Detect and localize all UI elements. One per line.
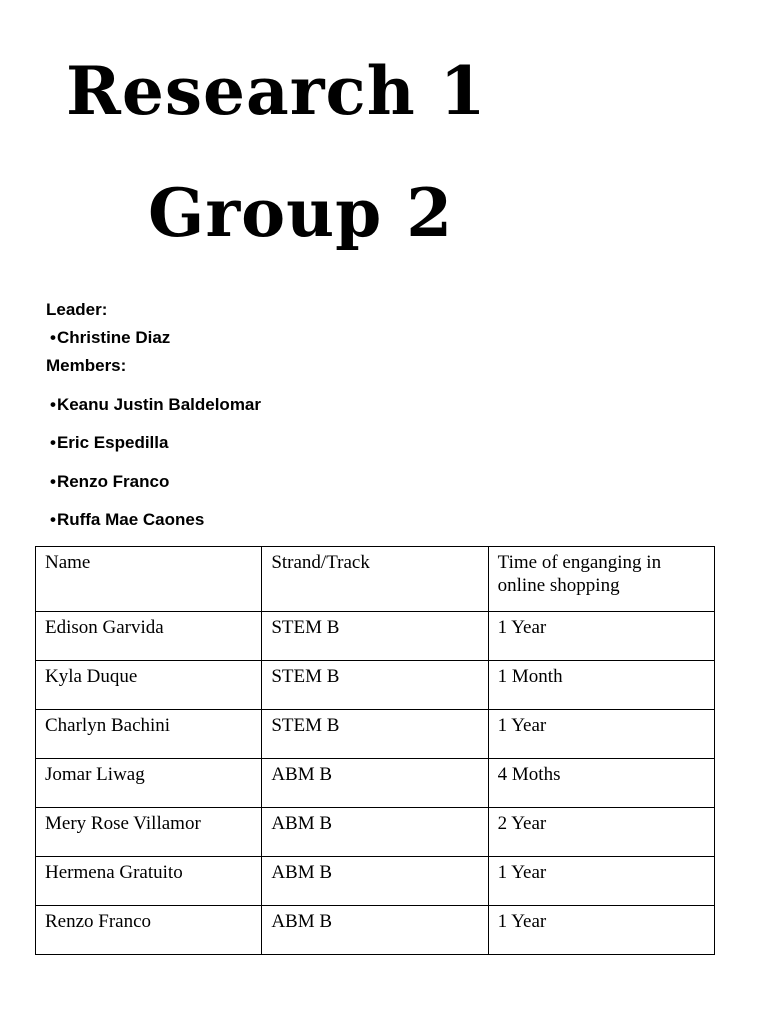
- cell-time: 1 Month: [488, 661, 714, 710]
- member-item: [50, 472, 169, 492]
- cell-name: Renzo Franco: [36, 906, 262, 955]
- table-row: [36, 612, 715, 661]
- cell-name: Mery Rose Villamor: [36, 808, 262, 857]
- cell-name: Kyla Duque: [36, 661, 262, 710]
- bullet-icon: •: [50, 433, 56, 452]
- member-name: Eric Espedilla: [56, 433, 169, 452]
- leader-label: Leader:: [46, 300, 108, 319]
- cell-strand: STEM B: [262, 710, 488, 759]
- cell-name: Charlyn Bachini: [36, 710, 262, 759]
- cell-strand: STEM B: [262, 661, 488, 710]
- cell-name: Jomar Liwag: [36, 759, 262, 808]
- respondents-table: [35, 546, 715, 955]
- member-name: Ruffa Mae Caones: [56, 510, 205, 529]
- page-title: Research 1: [66, 52, 487, 130]
- table-row: [36, 710, 715, 759]
- cell-name: Hermena Gratuito: [36, 857, 262, 906]
- table-row: [36, 759, 715, 808]
- cell-strand: ABM B: [262, 808, 488, 857]
- cell-strand: ABM B: [262, 906, 488, 955]
- bullet-icon: •: [50, 510, 56, 529]
- member-item: [50, 433, 168, 453]
- column-header: Strand/Track: [262, 547, 488, 612]
- member-item: [50, 510, 204, 530]
- cell-strand: ABM B: [262, 857, 488, 906]
- leader-item: [50, 328, 170, 348]
- table-row: [36, 857, 715, 906]
- member-name: Keanu Justin Baldelomar: [56, 395, 262, 414]
- leader-name: Christine Diaz: [56, 328, 171, 347]
- bullet-icon: •: [50, 328, 56, 347]
- cell-time: 2 Year: [488, 808, 714, 857]
- members-label: Members:: [46, 356, 127, 375]
- member-item: [50, 395, 261, 415]
- column-header: Time of enganging in online shopping: [488, 547, 714, 612]
- table-row: [36, 906, 715, 955]
- cell-time: 1 Year: [488, 857, 714, 906]
- table-row: [36, 808, 715, 857]
- cell-time: 1 Year: [488, 906, 714, 955]
- cell-time: 1 Year: [488, 710, 714, 759]
- cell-strand: ABM B: [262, 759, 488, 808]
- cell-strand: STEM B: [262, 612, 488, 661]
- member-name: Renzo Franco: [56, 472, 170, 491]
- bullet-icon: •: [50, 472, 56, 491]
- group-title: Group 2: [148, 174, 454, 252]
- table-row: [36, 661, 715, 710]
- cell-time: 4 Moths: [488, 759, 714, 808]
- table-header-row: [36, 547, 715, 612]
- cell-name: Edison Garvida: [36, 612, 262, 661]
- bullet-icon: •: [50, 395, 56, 414]
- column-header: Name: [36, 547, 262, 612]
- cell-time: 1 Year: [488, 612, 714, 661]
